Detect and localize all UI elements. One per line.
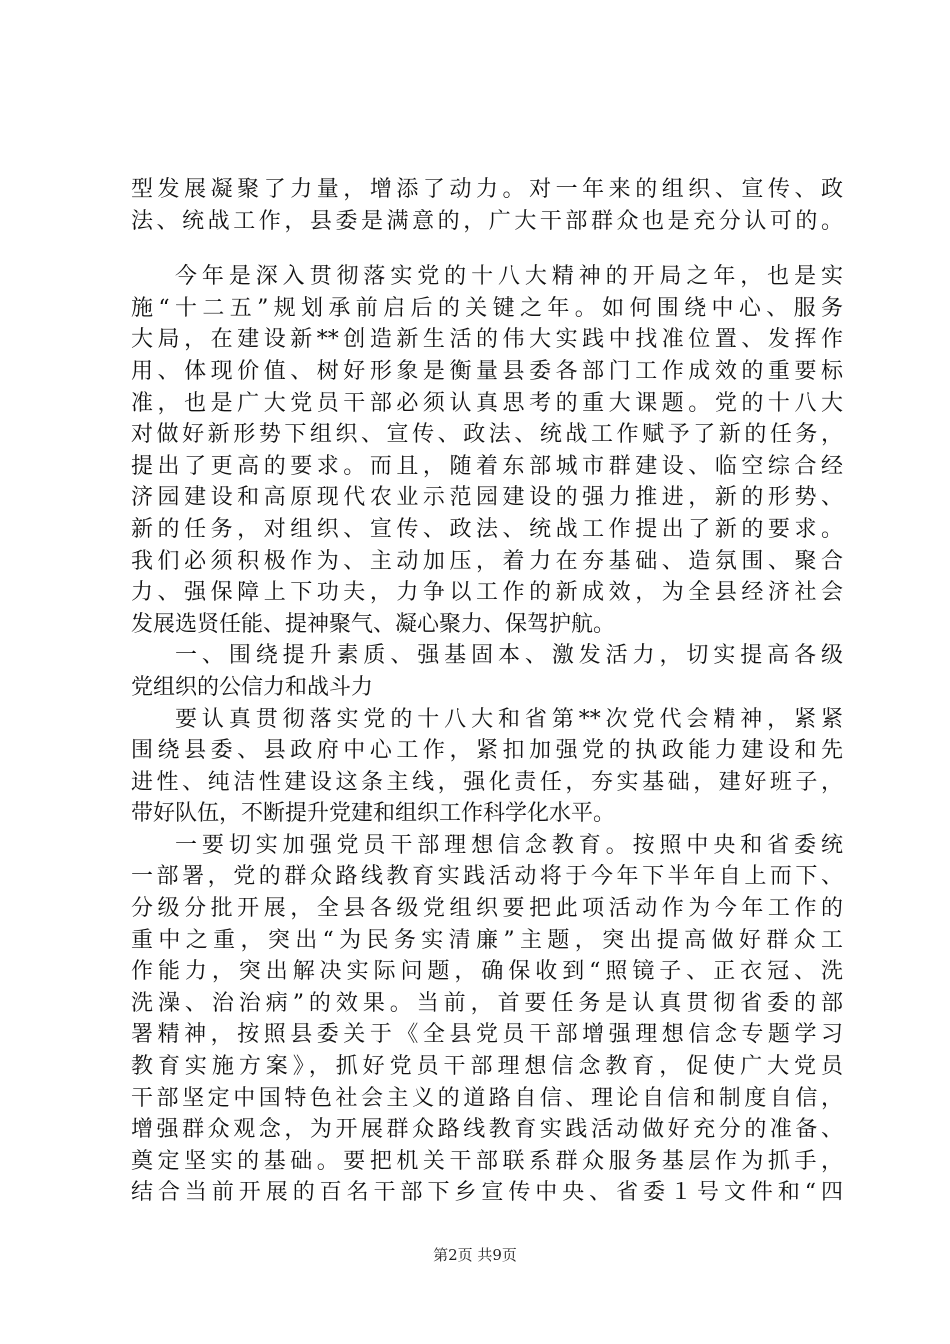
heading-line: 一、围绕提升素质、强基固本、激发活力，切实提高各级 [175,643,843,669]
text-line: 型发展凝聚了力量，增添了动力。对一年来的组织、宣传、政 [131,177,843,202]
text-line: 力、强保障上下功夫，力争以工作的新成效，为全县经济社会 [131,580,843,606]
text-line: 对做好新形势下组织、宣传、政法、统战工作赋予了新的任务， [131,422,843,448]
heading-line: 党组织的公信力和战斗力 [131,674,374,700]
paragraph-point-one [131,830,843,1209]
text-line: 提出了更高的要求。而且，随着东部城市群建设、临空综合经 [131,453,843,479]
text-line: 发展选贤任能、提神聚气、凝心聚力、保驾护航。 [131,611,616,637]
text-line: 法、统战工作，县委是满意的，广大干部群众也是充分认可的。 [131,208,843,234]
text-line: 奠定坚实的基础。要把机关干部联系群众服务基层作为抓手， [131,1148,843,1174]
text-line: 今年是深入贯彻落实党的十八大精神的开局之年，也是实 [175,264,843,290]
text-line: 新的任务，对组织、宣传、政法、统战工作提出了新的要求。 [131,516,843,542]
text-line: 署精神，按照县委关于《全县党员干部增强理想信念专题学习 [131,1022,843,1048]
text-line: 大局，在建设新**创造新生活的伟大实践中找准位置、发挥作 [131,327,843,353]
text-line: 一要切实加强党员干部理想信念教育。按照中央和省委统 [175,832,843,858]
text-line: 增强群众观念，为开展群众路线教育实践活动做好充分的准备、 [131,1117,843,1143]
section-heading [131,640,843,703]
text-line: 分级分批开展，全县各级党组织要把此项活动作为今年工作的 [131,896,843,922]
paragraph-continued [131,174,843,237]
text-line: 要认真贯彻落实党的十八大和省第**次党代会精神，紧紧 [175,706,843,732]
document-body [131,174,843,1209]
text-line: 准，也是广大党员干部必须认真思考的重大课题。党的十八大 [131,390,843,416]
text-line: 围绕县委、县政府中心工作，紧扣加强党的执政能力建设和先 [131,738,843,764]
text-line: 进性、纯洁性建设这条主线，强化责任，夯实基础，建好班子， [131,769,843,795]
page-number: 第2页 共9页 [433,1246,517,1264]
text-line: 带好队伍，不断提升党建和组织工作科学化水平。 [131,801,616,827]
text-line: 济园建设和高原现代农业示范园建设的强力推进，新的形势、 [131,485,843,511]
text-line: 洗澡、治治病”的效果。当前，首要任务是认真贯彻省委的部 [131,990,843,1016]
text-line: 一部署，党的群众路线教育实践活动将于今年下半年自上而下、 [131,864,843,890]
text-line: 重中之重，突出“为民务实清廉”主题，突出提高做好群众工 [131,927,843,953]
paragraph-gap [131,237,843,261]
text-line: 教育实施方案》，抓好党员干部理想信念教育，促使广大党员 [131,1054,843,1080]
paragraph-intro [131,261,843,640]
text-line: 用、体现价值、树好形象是衡量县委各部门工作成效的重要标 [131,358,843,384]
text-line: 作能力，突出解决实际问题，确保收到“照镜子、正衣冠、洗 [131,959,843,985]
text-line: 施“十二五”规划承前启后的关键之年。如何围绕中心、服务 [131,295,843,321]
text-line: 结合当前开展的百名干部下乡宣传中央、省委１号文件和“四 [131,1180,843,1206]
paragraph-section-intro [131,704,843,830]
text-line: 干部坚定中国特色社会主义的道路自信、理论自信和制度自信， [131,1085,843,1111]
text-line: 我们必须积极作为、主动加压，着力在夯基础、造氛围、聚合 [131,548,843,574]
